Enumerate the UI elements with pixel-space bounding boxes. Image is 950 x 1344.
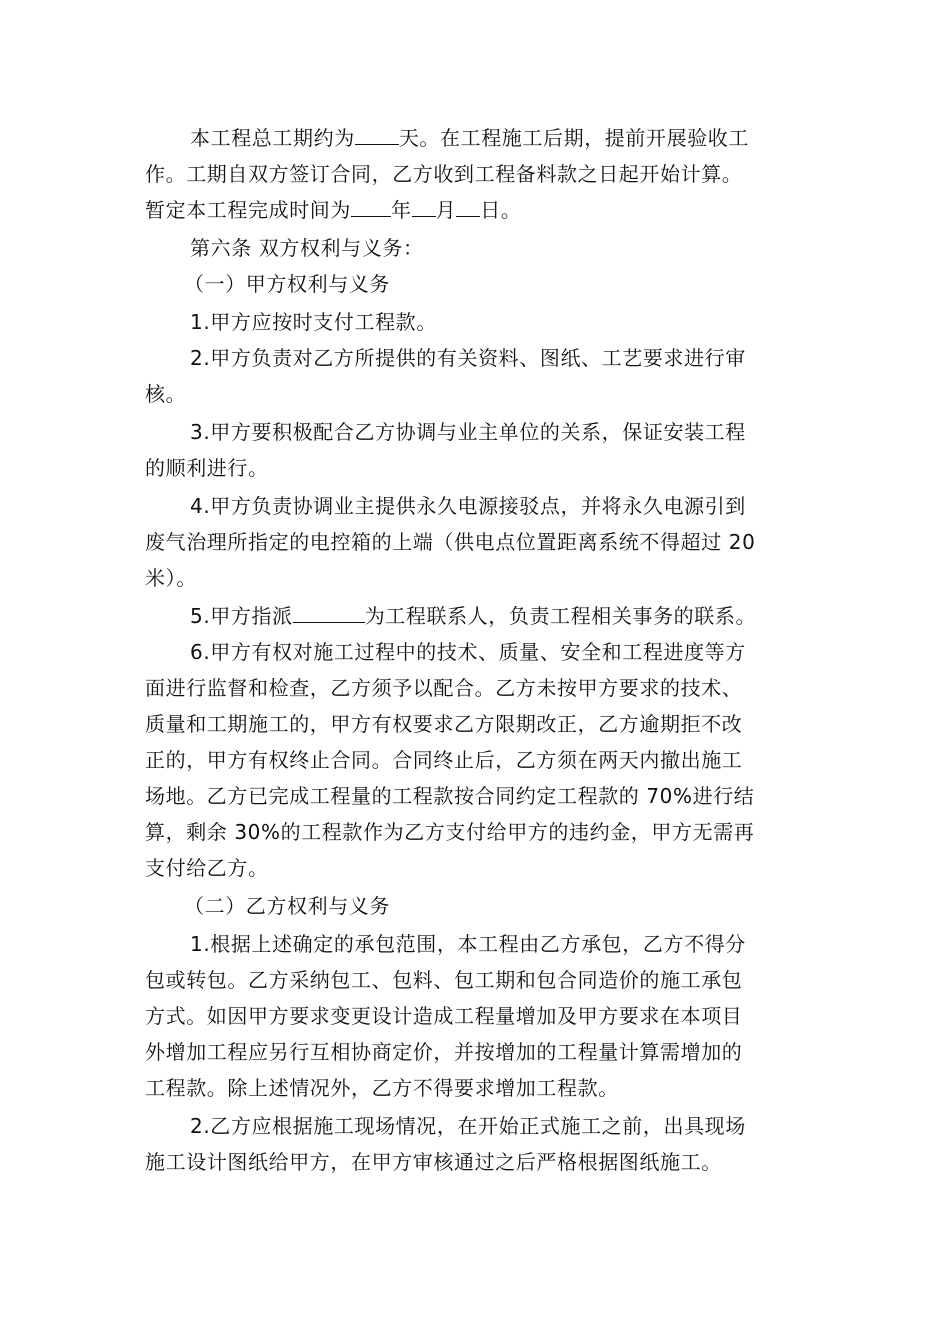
text-line [145, 780, 810, 812]
text-segment: 日。 [480, 198, 522, 222]
text-segment: 核。 [145, 382, 187, 406]
text-segment: 4.甲方负责协调业主提供永久电源接驳点，并将永久电源引到 [190, 494, 746, 518]
text-line [190, 636, 810, 668]
text-segment: 6.甲方有权对施工过程中的技术、质量、安全和工程进度等方 [190, 640, 746, 664]
text-line [145, 1072, 810, 1104]
text-segment: 工程款。除上述情况外，乙方不得要求增加工程款。 [145, 1076, 619, 1100]
fill-blank [293, 600, 365, 623]
text-line [145, 526, 810, 558]
text-line [145, 816, 810, 848]
text-segment: 正的，甲方有权终止合同。合同终止后，乙方须在两天内撤出施工 [145, 748, 743, 772]
text-segment: 废气治理所指定的电控箱的上端（供电点位置距离系统不得超过 20 [145, 530, 756, 554]
text-segment: 天。在工程施工后期，提前开展验收工 [398, 126, 750, 150]
text-segment: 1.甲方应按时支付工程款。 [190, 310, 437, 334]
text-line [145, 744, 810, 776]
text-line [190, 490, 810, 522]
text-segment: 作。工期自双方签订合同，乙方收到工程备料款之日起开始计算。 [145, 162, 743, 186]
text-segment: 本工程总工期约为 [190, 126, 355, 150]
text-segment: 场地。乙方已完成工程量的工程款按合同约定工程款的 70%进行结 [145, 784, 755, 808]
text-line [145, 1036, 810, 1068]
text-segment: （二）乙方权利与义务 [184, 894, 390, 918]
text-line-3 [145, 194, 810, 226]
text-line [145, 378, 810, 410]
text-segment: （一）甲方权利与义务 [184, 272, 390, 296]
text-segment: 2.乙方应根据施工现场情况，在开始正式施工之前，出具现场 [190, 1114, 746, 1138]
text-line [145, 1000, 810, 1032]
text-segment: 外增加工程应另行互相协商定价，并按增加的工程量计算需增加的 [145, 1040, 743, 1064]
text-segment: 面进行监督和检查，乙方须予以配合。乙方未按甲方要求的技术、 [145, 676, 743, 700]
text-segment: 2.甲方负责对乙方所提供的有关资料、图纸、工艺要求进行审 [190, 346, 746, 370]
fill-blank [412, 194, 436, 217]
subsection-heading [184, 890, 810, 922]
text-line [145, 562, 810, 594]
text-line [190, 600, 810, 632]
text-segment: 3.甲方要积极配合乙方协调与业主单位的关系，保证安装工程 [190, 420, 746, 444]
text-line [145, 964, 810, 996]
text-line [190, 928, 810, 960]
text-line [190, 1110, 810, 1142]
text-segment: 包或转包。乙方采纳包工、包料、包工期和包合同造价的施工承包 [145, 968, 743, 992]
text-line [145, 852, 810, 884]
subsection-heading [184, 268, 810, 300]
text-segment: 质量和工期施工的，甲方有权要求乙方限期改正，乙方逾期拒不改 [145, 712, 743, 736]
text-segment: 方式。如因甲方要求变更设计造成工程量增加及甲方要求在本项目 [145, 1004, 743, 1028]
fill-blank [351, 194, 391, 217]
text-line-2 [145, 158, 810, 190]
text-segment: 算，剩余 30%的工程款作为乙方支付给甲方的违约金，甲方无需再 [145, 820, 755, 844]
text-segment: 支付给乙方。 [145, 856, 269, 880]
text-line-1 [190, 122, 810, 154]
text-segment: 月 [435, 198, 457, 222]
text-segment: 的顺利进行。 [145, 456, 269, 480]
text-line [190, 416, 810, 448]
fill-blank [355, 122, 399, 145]
text-line [190, 342, 810, 374]
text-segment: 5.甲方指派 [190, 604, 293, 628]
text-segment: 暂定本工程完成时间为 [145, 198, 351, 222]
text-segment: 米）。 [145, 566, 197, 590]
text-line [145, 1146, 810, 1178]
section-heading [190, 232, 810, 264]
text-segment: 第六条 双方权利与义务： [190, 236, 424, 260]
text-segment: 年 [391, 198, 412, 222]
text-segment: 1.根据上述确定的承包范围，本工程由乙方承包，乙方不得分 [190, 932, 746, 956]
text-line [190, 306, 810, 338]
fill-blank [456, 194, 480, 217]
text-line [145, 708, 810, 740]
text-line [145, 672, 810, 704]
text-segment: 施工设计图纸给甲方，在甲方审核通过之后严格根据图纸施工。 [145, 1150, 722, 1174]
text-line [145, 452, 810, 484]
text-segment: 为工程联系人，负责工程相关事务的联系。 [364, 604, 757, 628]
